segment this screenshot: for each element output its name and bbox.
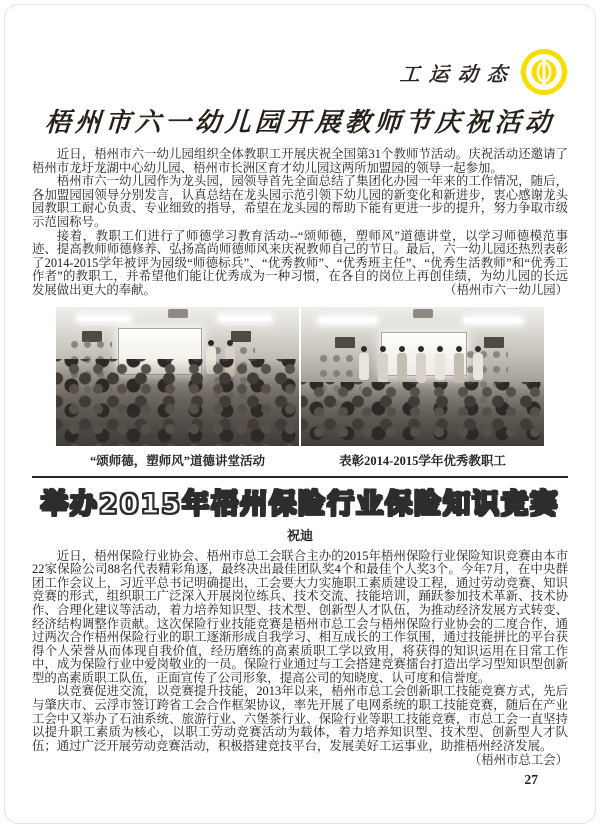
article2-paragraph: 以竞赛促进交流，以竞赛提升技能，2013年以来，梧州市总工会创新职工技能竞赛方式，先后与肇庆市、云浮市签订跨省工会合作框架协议，率先开展了电网系统的职工技能竞赛，随后在产业工会中又举办了石油系统、旅游行业、六堡茶行业、保险行业等职工技能竞赛，市总工会一直坚持以提升职工素质为核心，以职工劳动竞赛活动为载体，着力培养知识型、技术型、创新型人才队伍；通过广泛开展劳动竞赛活动，积极搭建竞技平台，发展美好工运事业，助推梧州经济发展。: [32, 684, 568, 753]
seated-audience: [301, 382, 544, 446]
article1-paragraph: 梧州市六一幼儿园作为龙头园，园领导首先全面总结了集团化办园一年来的工作情况，随后，各加盟园园领导分别发言，认真总结在龙头园示范引领下幼儿园的新变化和新进步，衷心感谢龙头园教职工耐心负责、专业细致的指导，希望在龙头园的帮助下能有更进一步的提升，努力争取市级示范园称号。: [32, 174, 568, 229]
page-header: [32, 48, 568, 96]
ceiling-light: [319, 318, 377, 323]
person-figure: [454, 353, 464, 383]
person-figure: [416, 353, 426, 383]
photo-caption: 表彰2014-2015学年优秀教职工: [339, 453, 506, 468]
article1-attribution: （梧州市六一幼儿园）: [444, 282, 568, 297]
article2-attribution: （梧州市总工会）: [468, 753, 568, 768]
masthead-title: 工运动态: [399, 63, 517, 86]
wall-tv: [335, 337, 355, 348]
article1-paragraph: 接着，教职工们进行了师德学习教育活动--“颂师德，塑师风”道德讲堂，以学习师德模范事迹、提高教师师德修养、弘扬高尚师德师风来庆祝教师自己的节日。最后，六一幼儿园还热烈表彰了2014-2015学年被评为园级“师德标兵”、“优秀教师”、“优秀班主任”、“优秀生活教师”和“优秀工作者”的教职工，并希望他们能让优秀成为一种习惯，在各自的岗位上再创佳绩，为幼儿园的长远发展做出更大的奉献。: [32, 228, 568, 297]
page-content: [32, 0, 568, 768]
seated-audience: [56, 359, 299, 445]
person-figure: [359, 353, 369, 380]
article2-body: [32, 550, 568, 754]
person-figure: [473, 353, 483, 380]
article2-title: 举办2015年梧州保险行业保险知识竞赛: [40, 488, 560, 520]
section-divider: [32, 476, 568, 478]
person-figure: [435, 353, 445, 380]
awardees-row: [359, 353, 483, 383]
photo-lecture-hall: [56, 307, 299, 446]
ceiling-light: [464, 318, 522, 323]
article1-body: [32, 148, 568, 298]
photo-caption: “颂师德，塑师风”道德讲堂活动: [89, 453, 265, 468]
ceiling-light: [78, 316, 130, 321]
person-figure: [397, 353, 407, 380]
person-figure: [378, 353, 388, 383]
union-emblem-icon: [520, 48, 568, 96]
page-number: 27: [524, 772, 538, 787]
photo-award-ceremony: [301, 307, 544, 446]
photo-right-block: [301, 307, 544, 469]
photo-row: [56, 307, 544, 469]
photo-left-block: [56, 307, 299, 469]
ceiling-light: [219, 316, 271, 321]
projector: [413, 309, 433, 318]
article1-title: 梧州市六一幼儿园开展教师节庆祝活动: [44, 108, 556, 137]
wall-tv: [231, 331, 251, 342]
projector: [168, 309, 188, 318]
article1-paragraph: 近日，梧州市六一幼儿园组织全体教职工开展庆祝全国第31个教师节活动。庆祝活动还邀请了梧州市龙圩龙湖中心幼儿园、梧州市长洲区育才幼儿园这两所加盟园的领导一起参加。: [32, 147, 568, 175]
article2-author: 祝迪: [286, 527, 313, 543]
article2-paragraph: 近日，梧州保险行业协会、梧州市总工会联合主办的2015年梧州保险行业保险知识竞赛由本市22家保险公司88名代表精彩角逐，最终决出最佳团队奖4个和最佳个人奖3个。今年7月，在中央群团工作会议上，习近平总书记明确提出，工会要大力实施职工素质建设工程，通过劳动竞赛、知识竞赛的形式，组织职工广泛深入开展岗位练兵、技术交流、技能培训，踊跃参加技术革新、技术协作、合理化建议等活动，着力培养知识型、技术型、创新型人才队伍，为推动经济发展方式转变、经济结构调整作贡献。这次保险行业技能竞赛是梧州市总工会与梧州保险行业协会的二度合作，通过两次合作梧州保险行业的职工逐渐形成自我学习、相互成长的工作氛围，通过技能拼比的平台获得个人荣誉从而体现自我价值，经历磨练的高素质职工学以致用，将获得的知识运用在日常工作中，成为保险行业中爱岗敬业的一员。保险行业通过与工会搭建竞赛擂台打造出学习型知识型创新型的高素质职工队伍，正面宣传了公司形象，提高公司的知晓度、认可度和信誉度。: [32, 548, 568, 685]
